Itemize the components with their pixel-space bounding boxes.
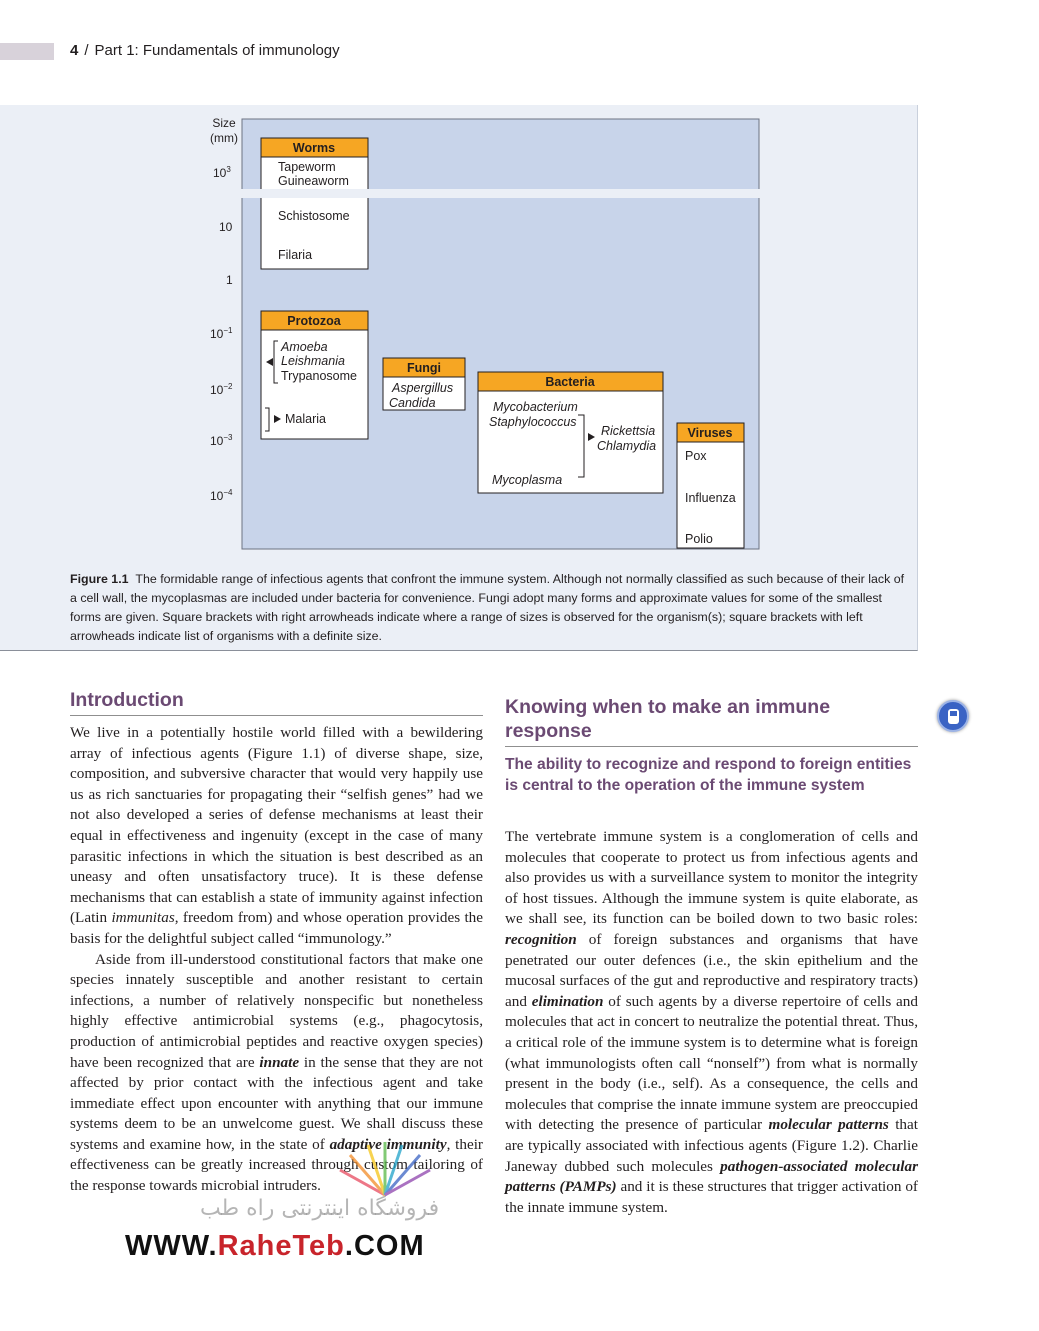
organism-label: Malaria [285, 412, 326, 426]
axis-title-line2: (mm) [210, 131, 238, 145]
organism-label: Polio [685, 532, 713, 546]
tick-label: $10^{-4}$ [210, 488, 233, 503]
reader-app-icon[interactable] [937, 700, 969, 732]
organism-label: Mycobacterium [493, 400, 578, 414]
organism-label: Staphylococcus [489, 415, 577, 429]
organism-label: Aspergillus [392, 381, 454, 395]
introduction-heading: Introduction [70, 689, 184, 711]
bacteria-box [478, 372, 663, 493]
figure-label: Figure 1.1 [70, 572, 129, 586]
worms-box [255, 138, 375, 269]
header-separator: / [84, 42, 89, 59]
organism-label: Schistosome [278, 209, 350, 223]
organism-label: Candida [389, 396, 436, 410]
heading-rule [505, 746, 918, 747]
organism-label: Rickettsia [601, 424, 656, 438]
figure-caption [70, 570, 912, 646]
watermark-logo-icon [330, 1140, 440, 1200]
caption-text: The formidable range of infectious agents that confront the immune system. Although not normally classified as such because of their lack of a cell wall, the mycoplasmas are included under bacteria for convenience. Fungi adopt many forms and approximate values for some of the smallest forms are given. Square brackets with right arrowheads indicate where a range of sizes is observed for the organism(s); square brackets with left arrowheads indicate list of organisms with a definite size. [70, 572, 905, 643]
tick-label: $10^3$ [213, 165, 231, 180]
tick-label: 1 [226, 273, 233, 287]
fungi-title: Fungi [406, 361, 442, 375]
tick-label: $10^{-3}$ [210, 433, 233, 448]
tick-label: 10 [219, 220, 233, 234]
paragraph: Aside from ill-understood constitutional factors that make one species innately susceptible and another resistant to certain infections, a number of relatively nonspecific but nonetheless highly effective antimicrobial systems (e.g., phagocytosis, production of antimicrobial peptides and reactive oxygen species) have been recognized that are innate in the sense that they are not affected by prior contact with the infectious agent and take immediate effect upon encounter with anything that our immune systems deem to be an unwelcome guest. We shall discuss these systems and examine how, in the state of adaptive immunity, their effectiveness can be greatly increased through custom tailoring of the response towards microbial intruders. [70, 950, 483, 1195]
watermark-url: WWW.RaheTeb.COM [125, 1230, 425, 1262]
organism-label: Tapeworm [278, 160, 336, 174]
organism-label: Leishmania [281, 354, 345, 368]
running-header [70, 42, 340, 59]
protozoa-box [261, 311, 368, 439]
running-title: Part 1: Fundamentals of immunology [94, 42, 340, 59]
heading-rule [70, 715, 483, 716]
organism-label: Chlamydia [597, 439, 657, 453]
introduction-body [70, 723, 483, 1197]
tick-label: $10^{-1}$ [210, 326, 233, 341]
protozoa-title: Protozoa [287, 314, 341, 328]
organism-label: Amoeba [281, 340, 328, 354]
paragraph: We live in a potentially hostile world filled with a bewildering array of infectious agents (Figure 1.1) of diverse shape, size, composition, and subversive character that would very happily use us as rich sanctuaries for propagating their “selfish genes” had we not also developed a series of defense mechanisms at least their equal in effectiveness and ingenuity (except in the case of many parasitic infections in which the situation is best described as an uneasy and often unsatisfactory truce). It is these defense mechanisms that can establish a state of immunity against infection (Latin immunitas, freedom from) and whose operation provides the basis for the delightful subject called “immunology.” [70, 724, 484, 947]
bacteria-title: Bacteria [545, 375, 595, 389]
worms-title: Worms [292, 141, 336, 155]
organism-label: Influenza [685, 491, 736, 505]
watermark-persian: فروشگاه اینترنتی راه طب [200, 1196, 440, 1221]
organism-label: Guineaworm [278, 174, 349, 188]
figure-panel [0, 105, 918, 651]
paragraph: The vertebrate immune system is a conglomeration of cells and molecules that cooperate to protect us from infectious agents and also provides us with a surveillance system to monitor the integrity of host tissues. Although the immune system is quite elaborate, as we shall see, its function can be boiled down to two basic roles: recognition of foreign substances and organisms that have penetrated our outer defences (i.e., the skin epithelium and the mucosal surfaces of the gut and reproductive and respiratory tracts) and elimination of such agents by a diverse repertoire of cells and molecules that act in concert to neutralize the potential threat. Thus, a critical role of the immune system is to determine what is foreign (what immunologists often call “nonself”) from what is normally present in the body (i.e., self). As a consequence, the cells and molecules that comprise the innate immune system are preoccupied with detecting the presence of particular molecular patterns that are typically associated with infectious agents (Figure 1.2). Charlie Janeway dubbed such molecules pathogen-associated molecular patterns (PAMPs) and it is these structures that trigger activation of the innate immune system. [505, 828, 918, 1216]
knowing-subheading: The ability to recognize and respond to foreign entities is central to the operation of the immune system [505, 756, 912, 794]
knowing-body [505, 827, 918, 1218]
organism-label: Filaria [278, 248, 313, 262]
fungi-box [383, 358, 465, 410]
header-accent-bar [0, 43, 54, 60]
organism-label: Trypanosome [281, 369, 357, 383]
organism-label: Mycoplasma [492, 473, 563, 487]
page-number: 4 [70, 42, 79, 59]
viruses-title: Viruses [687, 426, 733, 440]
axis-title-line1: Size [212, 116, 236, 130]
tick-label: $10^{-2}$ [210, 382, 233, 397]
viruses-box [677, 423, 744, 548]
organism-label: Pox [685, 449, 707, 463]
knowing-heading: Knowing when to make an immune response [505, 696, 831, 742]
